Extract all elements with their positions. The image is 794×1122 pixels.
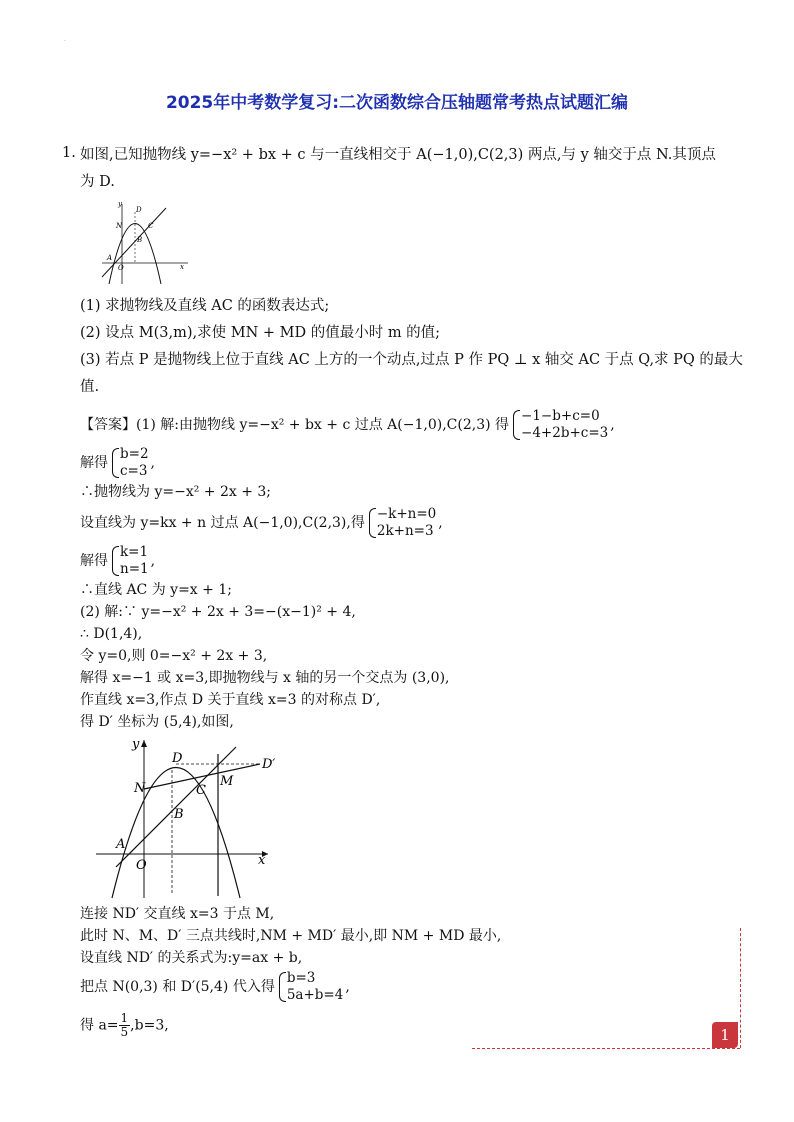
answer-line-9: 令 y=0,则 0=−x² + 2x + 3, bbox=[80, 648, 268, 664]
large-label-b: B bbox=[174, 807, 184, 822]
small-label-n: N bbox=[116, 222, 123, 230]
large-label-a: A bbox=[116, 837, 126, 852]
answer-line-14: 此时 N、M、D′ 三点共线时,NM + MD′ 最小,即 NM + MD 最小, bbox=[80, 928, 502, 944]
small-label-b: B bbox=[137, 236, 143, 244]
large-label-n: N bbox=[134, 781, 146, 796]
answer-line-17: 得 a= $\frac{1}{5}$ ,b=3, bbox=[80, 1011, 169, 1039]
answer-16-text: 把点 N(0,3) 和 D′(5,4) 代入得 bbox=[80, 979, 275, 995]
question-part-3-end: 值. bbox=[80, 379, 100, 395]
question-number: 1. bbox=[62, 145, 76, 161]
equation-system-4: k=1 n=1 bbox=[110, 544, 149, 578]
page-title: 2025年中考数学复习:二次函数综合压轴题常考热点试题汇编 bbox=[165, 93, 629, 113]
large-label-d: D bbox=[172, 751, 183, 766]
equation-system-5: b=3 5a+b=4 bbox=[277, 970, 344, 1004]
large-label-m: M bbox=[220, 774, 234, 789]
equation-system-2: b=2 c=3 bbox=[110, 446, 149, 480]
answer-line-1: 【答案】(1) 解:由抛物线 y=−x² + bx + c 过点 A(−1,0),C(2,3) 得 −1−b+c=0 −4+2b+c=3 , bbox=[80, 408, 615, 441]
small-label-d: D bbox=[136, 206, 142, 214]
small-line-ac bbox=[102, 208, 166, 277]
answer-line-10: 解得 x=−1 或 x=3,即抛物线与 x 轴的另一个交点为 (3,0), bbox=[80, 670, 450, 686]
answer-line-6: ∴直线 AC 为 y=x + 1; bbox=[80, 582, 232, 598]
small-label-c: C bbox=[148, 222, 154, 230]
answer-2-text: 解得 bbox=[80, 455, 108, 471]
large-figure bbox=[92, 732, 282, 900]
answer-4-text: 设直线为 y=kx + n 过点 A(−1,0),C(2,3),得 bbox=[80, 515, 365, 531]
large-label-x: x bbox=[258, 853, 266, 868]
question-part-3: (3) 若点 P 是抛物线上位于直线 AC 上方的一个动点,过点 P 作 PQ ⊥ x 轴交 AC 于点 Q,求 PQ 的最大 bbox=[80, 352, 743, 368]
small-label-x: x bbox=[180, 263, 184, 271]
answer-line-12: 得 D′ 坐标为 (5,4),如图, bbox=[80, 714, 234, 730]
corner-mark: · bbox=[64, 38, 66, 45]
answer-17-text: 得 a= bbox=[80, 1017, 119, 1034]
question-part-1: (1) 求抛物线及直线 AC 的函数表达式; bbox=[80, 298, 330, 314]
large-label-o: O bbox=[136, 858, 147, 873]
answer-line-7: (2) 解:∵ y=−x² + 2x + 3=−(x−1)² + 4, bbox=[80, 604, 356, 620]
answer-line-4: 设直线为 y=kx + n 过点 A(−1,0),C(2,3),得 −k+n=0 2k+n=3 , bbox=[80, 506, 443, 539]
page-border-horizontal bbox=[472, 1048, 740, 1049]
page-number-badge: 1 bbox=[712, 1022, 738, 1048]
answer-line-16: 把点 N(0,3) 和 D′(5,4) 代入得 b=3 5a+b=4 , bbox=[80, 970, 350, 1003]
answer-1-text: 【答案】(1) 解:由抛物线 y=−x² + bx + c 过点 A(−1,0),C(2,3) 得 bbox=[80, 417, 510, 433]
question-part-2: (2) 设点 M(3,m),求使 MN + MD 的值最小时 m 的值; bbox=[80, 325, 441, 341]
answer-line-13: 连接 ND′ 交直线 x=3 于点 M, bbox=[80, 906, 275, 922]
answer-5-text: 解得 bbox=[80, 553, 108, 569]
answer-line-2: 解得 b=2 c=3 , bbox=[80, 446, 155, 479]
small-label-a: A bbox=[107, 254, 113, 262]
small-label-o: O bbox=[118, 264, 124, 272]
large-label-d-prime: D′ bbox=[262, 757, 276, 772]
large-label-c: C bbox=[196, 783, 206, 798]
page-border-vertical bbox=[740, 928, 741, 1048]
answer-line-8: ∴ D(1,4), bbox=[80, 626, 143, 642]
question-line-1: 如图,已知抛物线 y=−x² + bx + c 与一直线相交于 A(−1,0),C(2,3) 两点,与 y 轴交于点 N.其顶点 bbox=[80, 147, 716, 163]
large-label-y: y bbox=[132, 737, 140, 752]
answer-line-5: 解得 k=1 n=1 , bbox=[80, 544, 156, 577]
answer-line-11: 作直线 x=3,作点 D 关于直线 x=3 的对称点 D′, bbox=[80, 692, 381, 708]
small-label-y: y bbox=[118, 200, 122, 208]
answer-line-15: 设直线 ND′ 的关系式为:y=ax + b, bbox=[80, 950, 303, 966]
equation-system-3: −k+n=0 2k+n=3 bbox=[367, 506, 436, 540]
equation-system-1: −1−b+c=0 −4+2b+c=3 bbox=[511, 408, 608, 442]
question-line-2: 为 D. bbox=[80, 174, 115, 190]
fraction-a: $\frac{1}{5}$ bbox=[120, 1011, 129, 1039]
y-axis-arrow bbox=[141, 740, 147, 747]
answer-line-3: ∴抛物线为 y=−x² + 2x + 3; bbox=[80, 484, 272, 500]
small-figure bbox=[100, 198, 192, 288]
